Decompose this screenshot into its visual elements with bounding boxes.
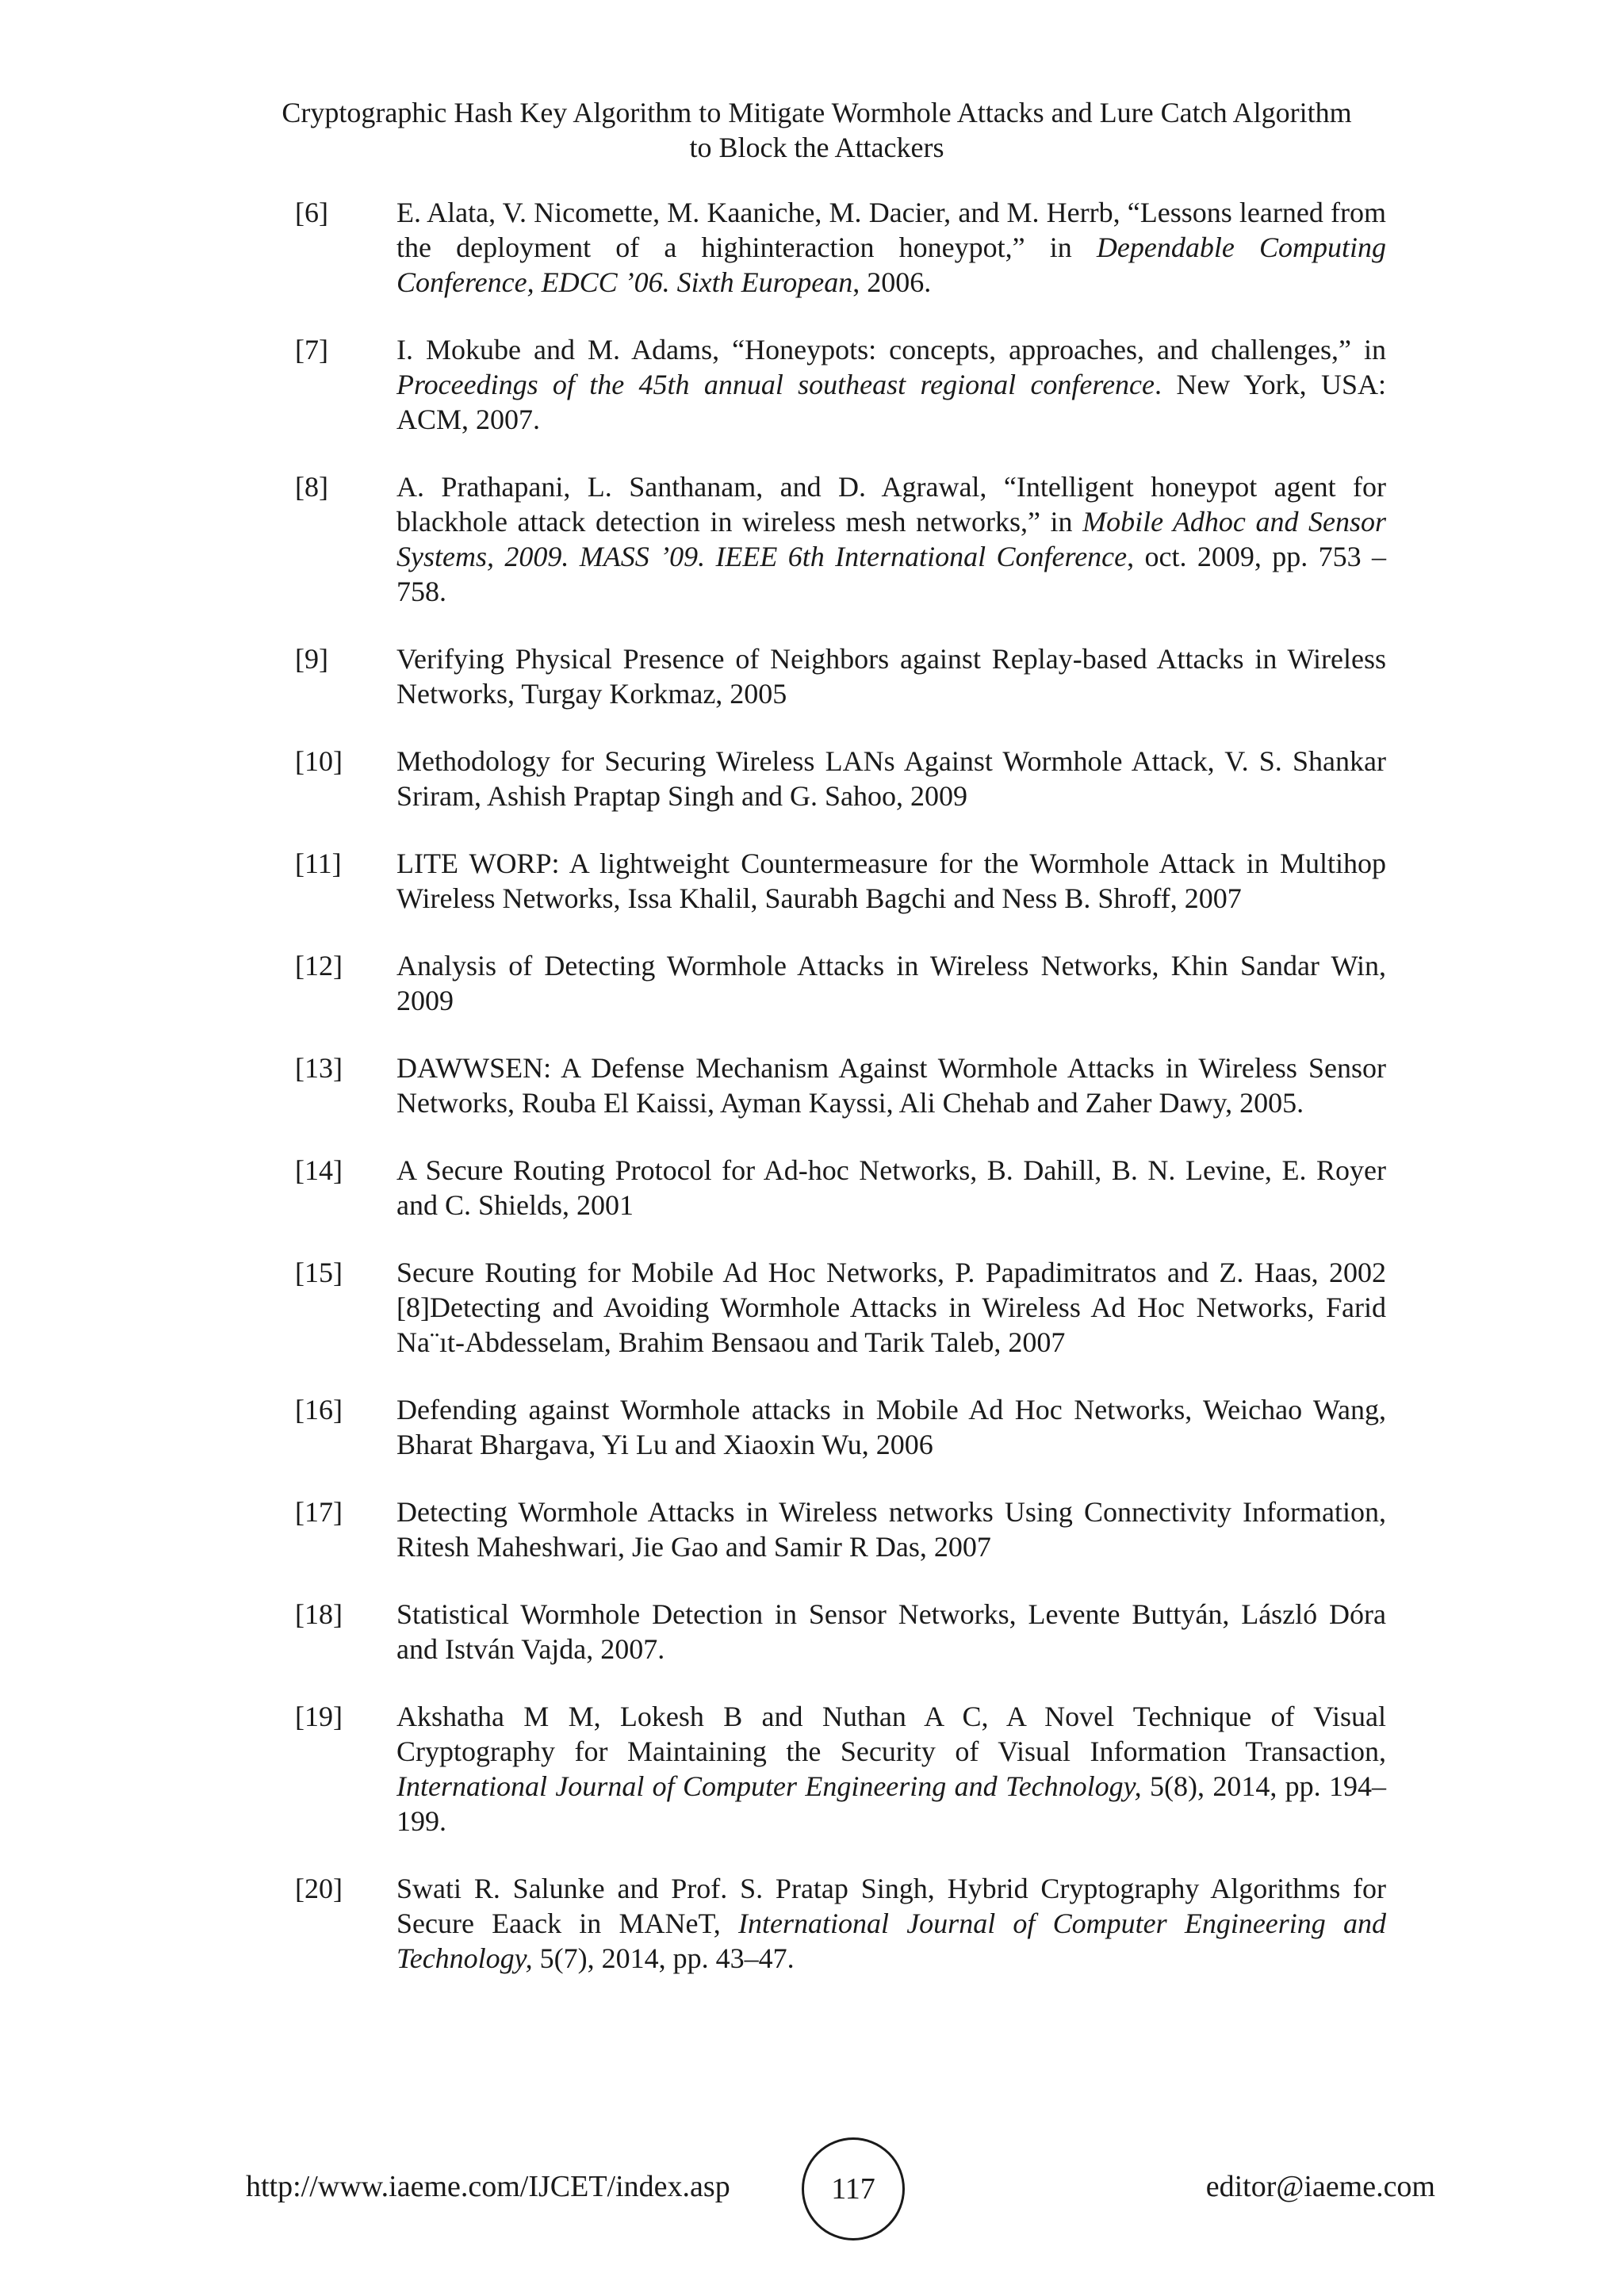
reference-number: [10] <box>295 745 343 777</box>
footer-url-link[interactable]: http://www.iaeme.com/IJCET/index.asp <box>246 2170 730 2203</box>
reference-number: [14] <box>295 1154 343 1186</box>
reference-segment: A. Prathapani, L. Santhanam, and D. Agrawal, “Intelligent honeypot agent for blackhole attack detection in wireless mesh networks,” in <box>396 471 1386 538</box>
reference-segment: A Secure Routing Protocol for Ad-hoc Networks, B. Dahill, B. N. Levine, E. Royer and C. Shields, 2001 <box>396 1154 1386 1221</box>
reference-venue-italic: Proceedings of the 45th annual southeast regional conference <box>396 369 1155 400</box>
reference-list <box>295 195 1386 2008</box>
reference-item <box>295 641 1386 711</box>
running-header <box>238 95 1396 165</box>
reference-text <box>396 1597 1386 1667</box>
reference-segment: Akshatha M M, Lokesh B and Nuthan A C, A Novel Technique of Visual Cryptography for Maintaining the Security of Visual Information Transaction, <box>396 1701 1386 1767</box>
reference-segment: I. Mokube and M. Adams, “Honeypots: concepts, approaches, and challenges,” in <box>396 334 1386 365</box>
reference-segment: 5(8), 2014, pp. 194–199. <box>396 1770 1386 1837</box>
reference-number: [8] <box>295 471 328 503</box>
reference-segment: 5(7), 2014, pp. 43–47. <box>532 1942 795 1974</box>
reference-segment: . New York, USA: ACM, 2007. <box>396 369 1386 435</box>
reference-text <box>396 1255 1386 1360</box>
reference-number: [16] <box>295 1394 343 1425</box>
reference-item <box>295 1050 1386 1120</box>
reference-text <box>396 1392 1386 1462</box>
reference-segment: Analysis of Detecting Wormhole Attacks in Wireless Networks, Khin Sandar Win, 2009 <box>396 950 1386 1016</box>
page-number-badge <box>802 2137 905 2241</box>
reference-segment: LITE WORP: A lightweight Countermeasure for the Wormhole Attack in Multihop Wireless Networks, Issa Khalil, Saurabh Bagchi and Ness B. Shroff, 2007 <box>396 848 1386 914</box>
reference-number: [7] <box>295 334 328 365</box>
reference-segment: , oct. 2009, pp. 753 –758. <box>396 541 1386 607</box>
reference-number: [11] <box>295 848 342 879</box>
reference-segment: Methodology for Securing Wireless LANs Against Wormhole Attack, V. S. Shankar Sriram, Ashish Praptap Singh and G. Sahoo, 2009 <box>396 745 1386 812</box>
running-header-line-2: to Block the Attackers <box>689 132 944 163</box>
reference-item <box>295 1597 1386 1667</box>
running-header-line-1: Cryptographic Hash Key Algorithm to Mitigate Wormhole Attacks and Lure Catch Algorithm <box>282 97 1352 128</box>
reference-segment: , 2006. <box>852 266 932 298</box>
reference-number: [15] <box>295 1257 343 1288</box>
reference-segment: Statistical Wormhole Detection in Sensor Networks, Levente Buttyán, László Dóra and István Vajda, 2007. <box>396 1598 1386 1665</box>
reference-item <box>295 948 1386 1018</box>
reference-item <box>295 846 1386 916</box>
reference-venue-italic: International Journal of Computer Engineering and Technology, <box>396 1908 1386 1974</box>
reference-text <box>396 744 1386 813</box>
reference-text <box>396 948 1386 1018</box>
reference-text <box>396 195 1386 300</box>
reference-text <box>396 1699 1386 1839</box>
reference-item <box>295 744 1386 813</box>
reference-number: [13] <box>295 1052 343 1084</box>
reference-item <box>295 1871 1386 1976</box>
reference-text <box>396 1494 1386 1564</box>
reference-item <box>295 1699 1386 1839</box>
reference-venue-italic: Dependable Computing Conference, EDCC ’06. Sixth European <box>396 232 1386 298</box>
page-footer <box>0 2137 1624 2241</box>
reference-item <box>295 469 1386 609</box>
reference-text <box>396 1871 1386 1976</box>
reference-text <box>396 469 1386 609</box>
reference-number: [19] <box>295 1701 343 1732</box>
reference-number: [9] <box>295 643 328 675</box>
reference-text <box>396 1153 1386 1223</box>
reference-segment: Defending against Wormhole attacks in Mobile Ad Hoc Networks, Weichao Wang, Bharat Bhargava, Yi Lu and Xiaoxin Wu, 2006 <box>396 1394 1386 1460</box>
reference-number: [20] <box>295 1873 343 1904</box>
reference-item <box>295 1255 1386 1360</box>
reference-segment: E. Alata, V. Nicomette, M. Kaaniche, M. Dacier, and M. Herrb, “Lessons learned from the deployment of a highinteraction honeypot,” in <box>396 197 1386 263</box>
reference-number: [17] <box>295 1496 343 1528</box>
page-number: 117 <box>831 2172 875 2206</box>
reference-item <box>295 1153 1386 1223</box>
reference-text <box>396 641 1386 711</box>
reference-text <box>396 1050 1386 1120</box>
reference-item <box>295 332 1386 437</box>
reference-number: [6] <box>295 197 328 228</box>
reference-text <box>396 846 1386 916</box>
reference-segment: Verifying Physical Presence of Neighbors against Replay-based Attacks in Wireless Networks, Turgay Korkmaz, 2005 <box>396 643 1386 710</box>
reference-segment: DAWWSEN: A Defense Mechanism Against Wormhole Attacks in Wireless Sensor Networks, Rouba El Kaissi, Ayman Kayssi, Ali Chehab and Zaher Dawy, 2005. <box>396 1052 1386 1119</box>
reference-segment: Secure Routing for Mobile Ad Hoc Networks, P. Papadimitratos and Z. Haas, 2002 [8]Detecting and Avoiding Wormhole Attacks in Wireless Ad Hoc Networks, Farid Na¨ıt-Abdesselam, Brahim Bensaou and Tarik Taleb, 2007 <box>396 1257 1386 1358</box>
reference-text <box>396 332 1386 437</box>
reference-segment: Detecting Wormhole Attacks in Wireless networks Using Connectivity Information, Ritesh Maheshwari, Jie Gao and Samir R Das, 2007 <box>396 1496 1386 1563</box>
reference-item <box>295 1392 1386 1462</box>
reference-number: [18] <box>295 1598 343 1630</box>
reference-item <box>295 1494 1386 1564</box>
reference-venue-italic: International Journal of Computer Engineering and Technology, <box>396 1770 1142 1802</box>
reference-segment: Swati R. Salunke and Prof. S. Pratap Singh, Hybrid Cryptography Algorithms for Secure Eaack in MANeT, <box>396 1873 1386 1939</box>
reference-venue-italic: Mobile Adhoc and Sensor Systems, 2009. MASS ’09. IEEE 6th International Conference <box>396 506 1386 572</box>
reference-number: [12] <box>295 950 343 982</box>
footer-email-link[interactable]: editor@iaeme.com <box>1205 2170 1435 2203</box>
reference-item <box>295 195 1386 300</box>
